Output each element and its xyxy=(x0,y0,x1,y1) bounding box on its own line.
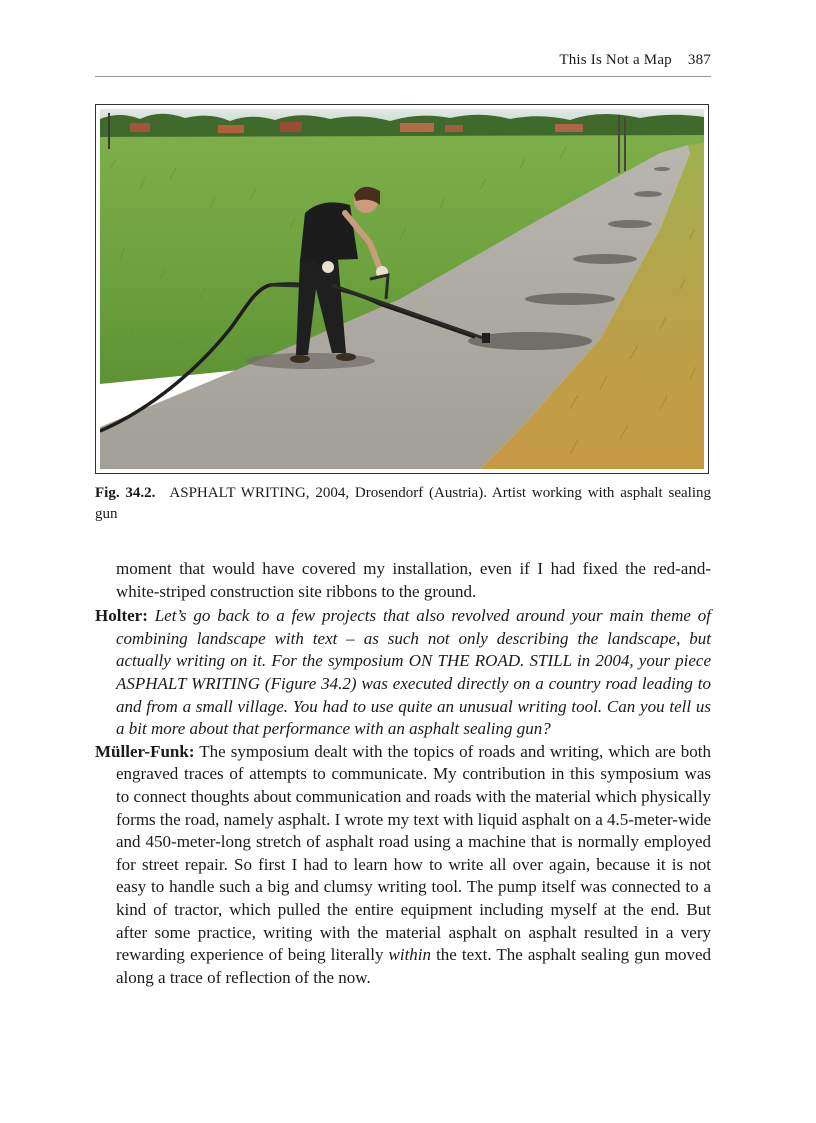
page-number: 387 xyxy=(687,52,711,68)
answer-emphasis: within xyxy=(388,945,432,965)
running-head-title: This Is Not a Map xyxy=(559,52,672,68)
asphalt-writing-photo xyxy=(100,109,704,469)
running-head xyxy=(95,52,711,77)
speaker-muller-funk: Müller-Funk: xyxy=(95,741,195,761)
speaker-holter: Holter: xyxy=(95,606,148,626)
continuation-paragraph: moment that would have covered my installation, even if I had fixed the red-and-white-striped construction site ribbons to the ground. xyxy=(116,559,711,601)
figure-caption xyxy=(95,483,711,525)
answer-text-before: The symposium dealt with the topics of roads and writing, which are both engraved traces of attempts to communicate. My contribution in this symposium was to connect thoughts about communication and roads with the material which physically forms the road, namely asphalt. I wrote my text with liquid asphalt on a 4.5-meter-wide and 450-meter-long stretch of asphalt road using a machine that is normally employed for street repair. So first I had to learn how to write all over again, because it is not easy to handle such a big and clumsy writing tool. The pump itself was connected to a kind of tractor, which pulled the entire equipment including myself at the end. But after some practice, writing with the material asphalt on asphalt resulted in a very rewarding experience of being literally xyxy=(116,741,711,965)
figure-caption-text: ASPHALT WRITING, 2004, Drosendorf (Austria). Artist working with asphalt sealing gun xyxy=(95,485,711,522)
holter-question-text: Let’s go back to a few projects that also revolved around your main theme of combining landscape with text – as such not only describing the landscape, but actually writing on it. For the symposium ON THE ROAD. STILL in 2004, your piece ASPHALT WRITING (Figure 34.2) was executed directly on a country road leading to and from a small village. You had to use quite an unusual writing tool. Can you tell us a bit more about that performance with an asphalt sealing gun? xyxy=(116,606,711,739)
muller-funk-answer xyxy=(95,741,711,990)
figure-label: Fig. 34.2. xyxy=(95,485,156,501)
interview-text xyxy=(95,558,711,989)
answer-text-after: the text. The asphalt sealing gun moved along a trace of reflection of the now. xyxy=(116,945,712,987)
holter-question xyxy=(95,605,711,741)
figure-photo xyxy=(95,104,709,474)
